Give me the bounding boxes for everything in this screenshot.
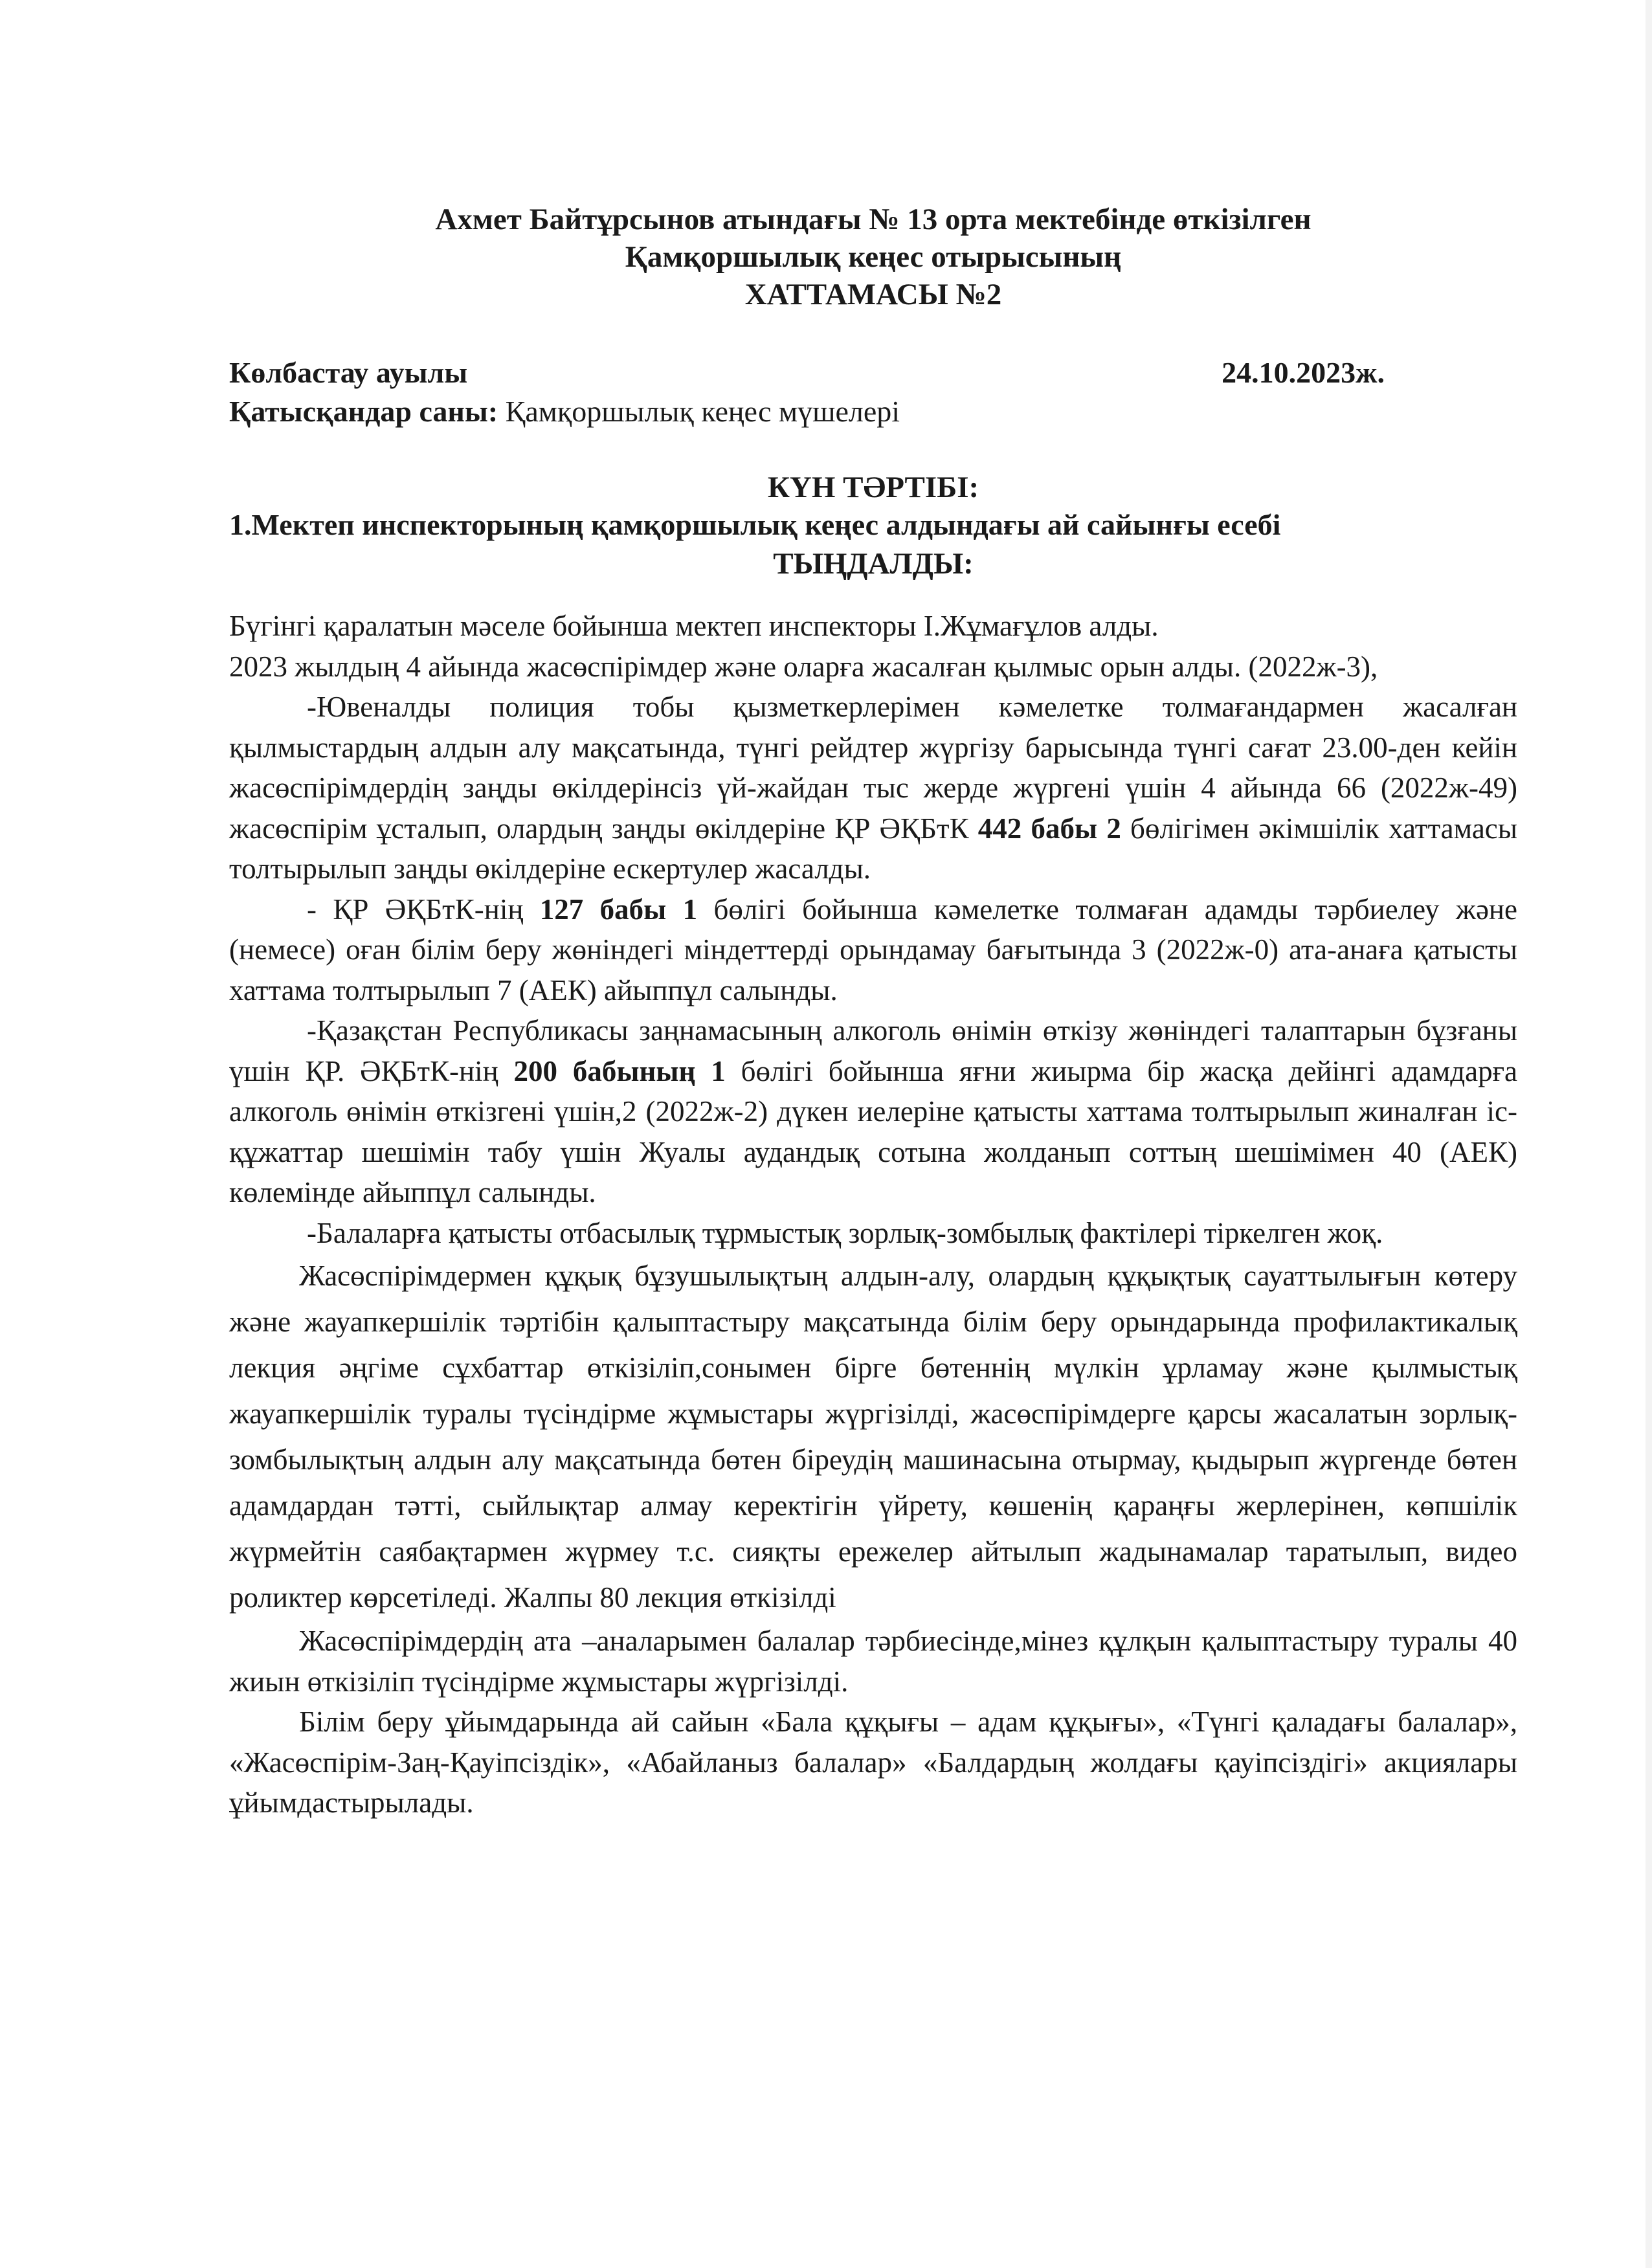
heard-heading: ТЫҢДАЛДЫ: bbox=[773, 547, 974, 581]
place: Көлбастау ауылы bbox=[229, 356, 468, 389]
document-page bbox=[229, 201, 1517, 1823]
place-date-row bbox=[229, 353, 1517, 392]
paragraph-1: Бүгінгі қаралатын мәселе бойынша мектеп инспекторы І.Жұмағұлов алды. bbox=[229, 610, 1159, 642]
paragraph-3-end: бөлігімен әкімшілік хаттамасы толтырылып заңды өкілдеріне ескертулер жасалды. bbox=[229, 812, 1517, 885]
paragraph-5-text: -Қазақстан Республикасы заңнамасының алкоголь өнімін өткізу жөніндегі талаптарын бұзғаны үшін ҚР. ӘҚБтК-нің bbox=[229, 1014, 1517, 1087]
document-header bbox=[229, 201, 1517, 313]
paragraph-5-end: бөлігі бойынша яғни жиырма бір жасқа дейінгі адамдарға алкоголь өнімін өткізгені үшін,2 (2022ж-2) дүкен иелеріне қатысты хаттама толтырылып жиналған іс-құжаттар шешімін табу үшін Жуалы аудандық сотына жолданып соттың шешімімен 40 (АЕК) көлемінде айыппұл салынды. bbox=[229, 1054, 1518, 1208]
paragraph-4 bbox=[229, 889, 1517, 1011]
paragraph-9: Білім беру ұйымдарында ай сайын «Бала құқығы – адам құқығы», «Түнгі қаладағы балалар», «Жасөспірім-Заң-Қауіпсіздік», «Абайланыз балалар» «Балдардың жолдағы қауіпсіздігі» акциялары ұйымдастырылады. bbox=[229, 1706, 1517, 1819]
paragraph-4-text: - ҚР ӘҚБтК-нің bbox=[307, 893, 540, 926]
paragraph-5 bbox=[229, 1010, 1517, 1213]
meta-block bbox=[229, 353, 1517, 431]
header-council-line: Қамқоршылық кеңес отырысының bbox=[625, 240, 1122, 274]
paragraph-4-end: бөлігі бойынша кәмелетке толмаған адамды тәрбиелеу және (немесе) оған білім беру жөніндегі міндеттерді орындамау бағытында 3 (2022ж-0) ата-анаға қатысты хаттама толтырылып 7 (АЕК) айыппұл салынды. bbox=[229, 893, 1517, 1006]
scan-edge bbox=[1646, 0, 1652, 2268]
header-school-line: Ахмет Байтұрсынов атындағы № 13 орта мектебінде өткізілген bbox=[435, 203, 1312, 236]
date: 24.10.2023ж. bbox=[1222, 356, 1385, 389]
paragraph-3-article: 442 бабы 2 bbox=[977, 812, 1121, 845]
header-protocol-number: ХАТТАМАСЫ №2 bbox=[744, 278, 1002, 311]
paragraph-8: Жасөспірімдердің ата –аналарымен балалар тәрбиесінде,мінез құлқын қалыптастыру туралы 40 жиын өткізіліп түсіндірме жұмыстары жүргізілді. bbox=[229, 1625, 1517, 1698]
participants-value: Қамқоршылық кеңес мүшелері bbox=[498, 395, 900, 428]
paragraph-5-article: 200 бабының 1 bbox=[513, 1054, 726, 1087]
participants-row bbox=[229, 392, 1517, 431]
document-body bbox=[229, 606, 1517, 1823]
paragraph-4-article: 127 бабы 1 bbox=[539, 893, 698, 926]
participants-label: Қатысқандар саны: bbox=[229, 395, 498, 428]
paragraph-6: -Балаларға қатысты отбасылық тұрмыстық зорлық-зомбылық фактілері тіркелген жоқ. bbox=[307, 1216, 1383, 1249]
paragraph-7: Жасөспірімдермен құқық бұзушылықтың алдын-алу, олардың құқықтық сауаттылығын көтеру және жауапкершілік тәртібін қалыптастыру мақсатында білім беру орындарында профилактикалық лекция әңгіме сұхбаттар өткізіліп,сонымен бірге бөтеннің мүлкін ұрламау және қылмыстық жауапкершілік туралы түсіндірме жұмыстары жүргізілді, жасөспірімдерге қарсы жасалатын зорлық-зомбылықтың алдын алу мақсатында бөтен біреудің машинасына отырмау, қыдырып жүргенде бөтен адамдардан тәтті, сыйлықтар алмау керектігін үйрету, көшенің қараңғы жерлерінен, көпшілік жүрмейтін саябақтармен жүрмеу т.с. сияқты ережелер айтылып жадынамалар таратылып, видео роликтер көрсетіледі. Жалпы 80 лекция өткізілді bbox=[229, 1260, 1517, 1614]
agenda-item-1: 1.Мектеп инспекторының қамқоршылық кеңес алдындағы ай сайынғы есебі bbox=[229, 508, 1281, 541]
paragraph-3-text: -Ювеналды полиция тобы қызметкерлерімен кәмелетке толмағандармен жасалған қылмыстардың алдын алу мақсатында, түнгі рейдтер жүргізу барысында түнгі сағат 23.00-ден кейін жасөспірімдердің заңды өкілдерінсіз үй-жайдан тыс жерде жүргені үшін 4 айында 66 (2022ж-49) жасөспірім ұсталып, олардың заңды өкілдеріне ҚР ӘҚБтК bbox=[229, 691, 1517, 845]
paragraph-2: 2023 жылдың 4 айында жасөспірімдер және оларға жасалған қылмыс орын алды. (2022ж-3), bbox=[229, 650, 1378, 683]
agenda-heading: КҮН ТӘРТІБІ: bbox=[767, 471, 979, 504]
paragraph-3 bbox=[229, 687, 1517, 889]
